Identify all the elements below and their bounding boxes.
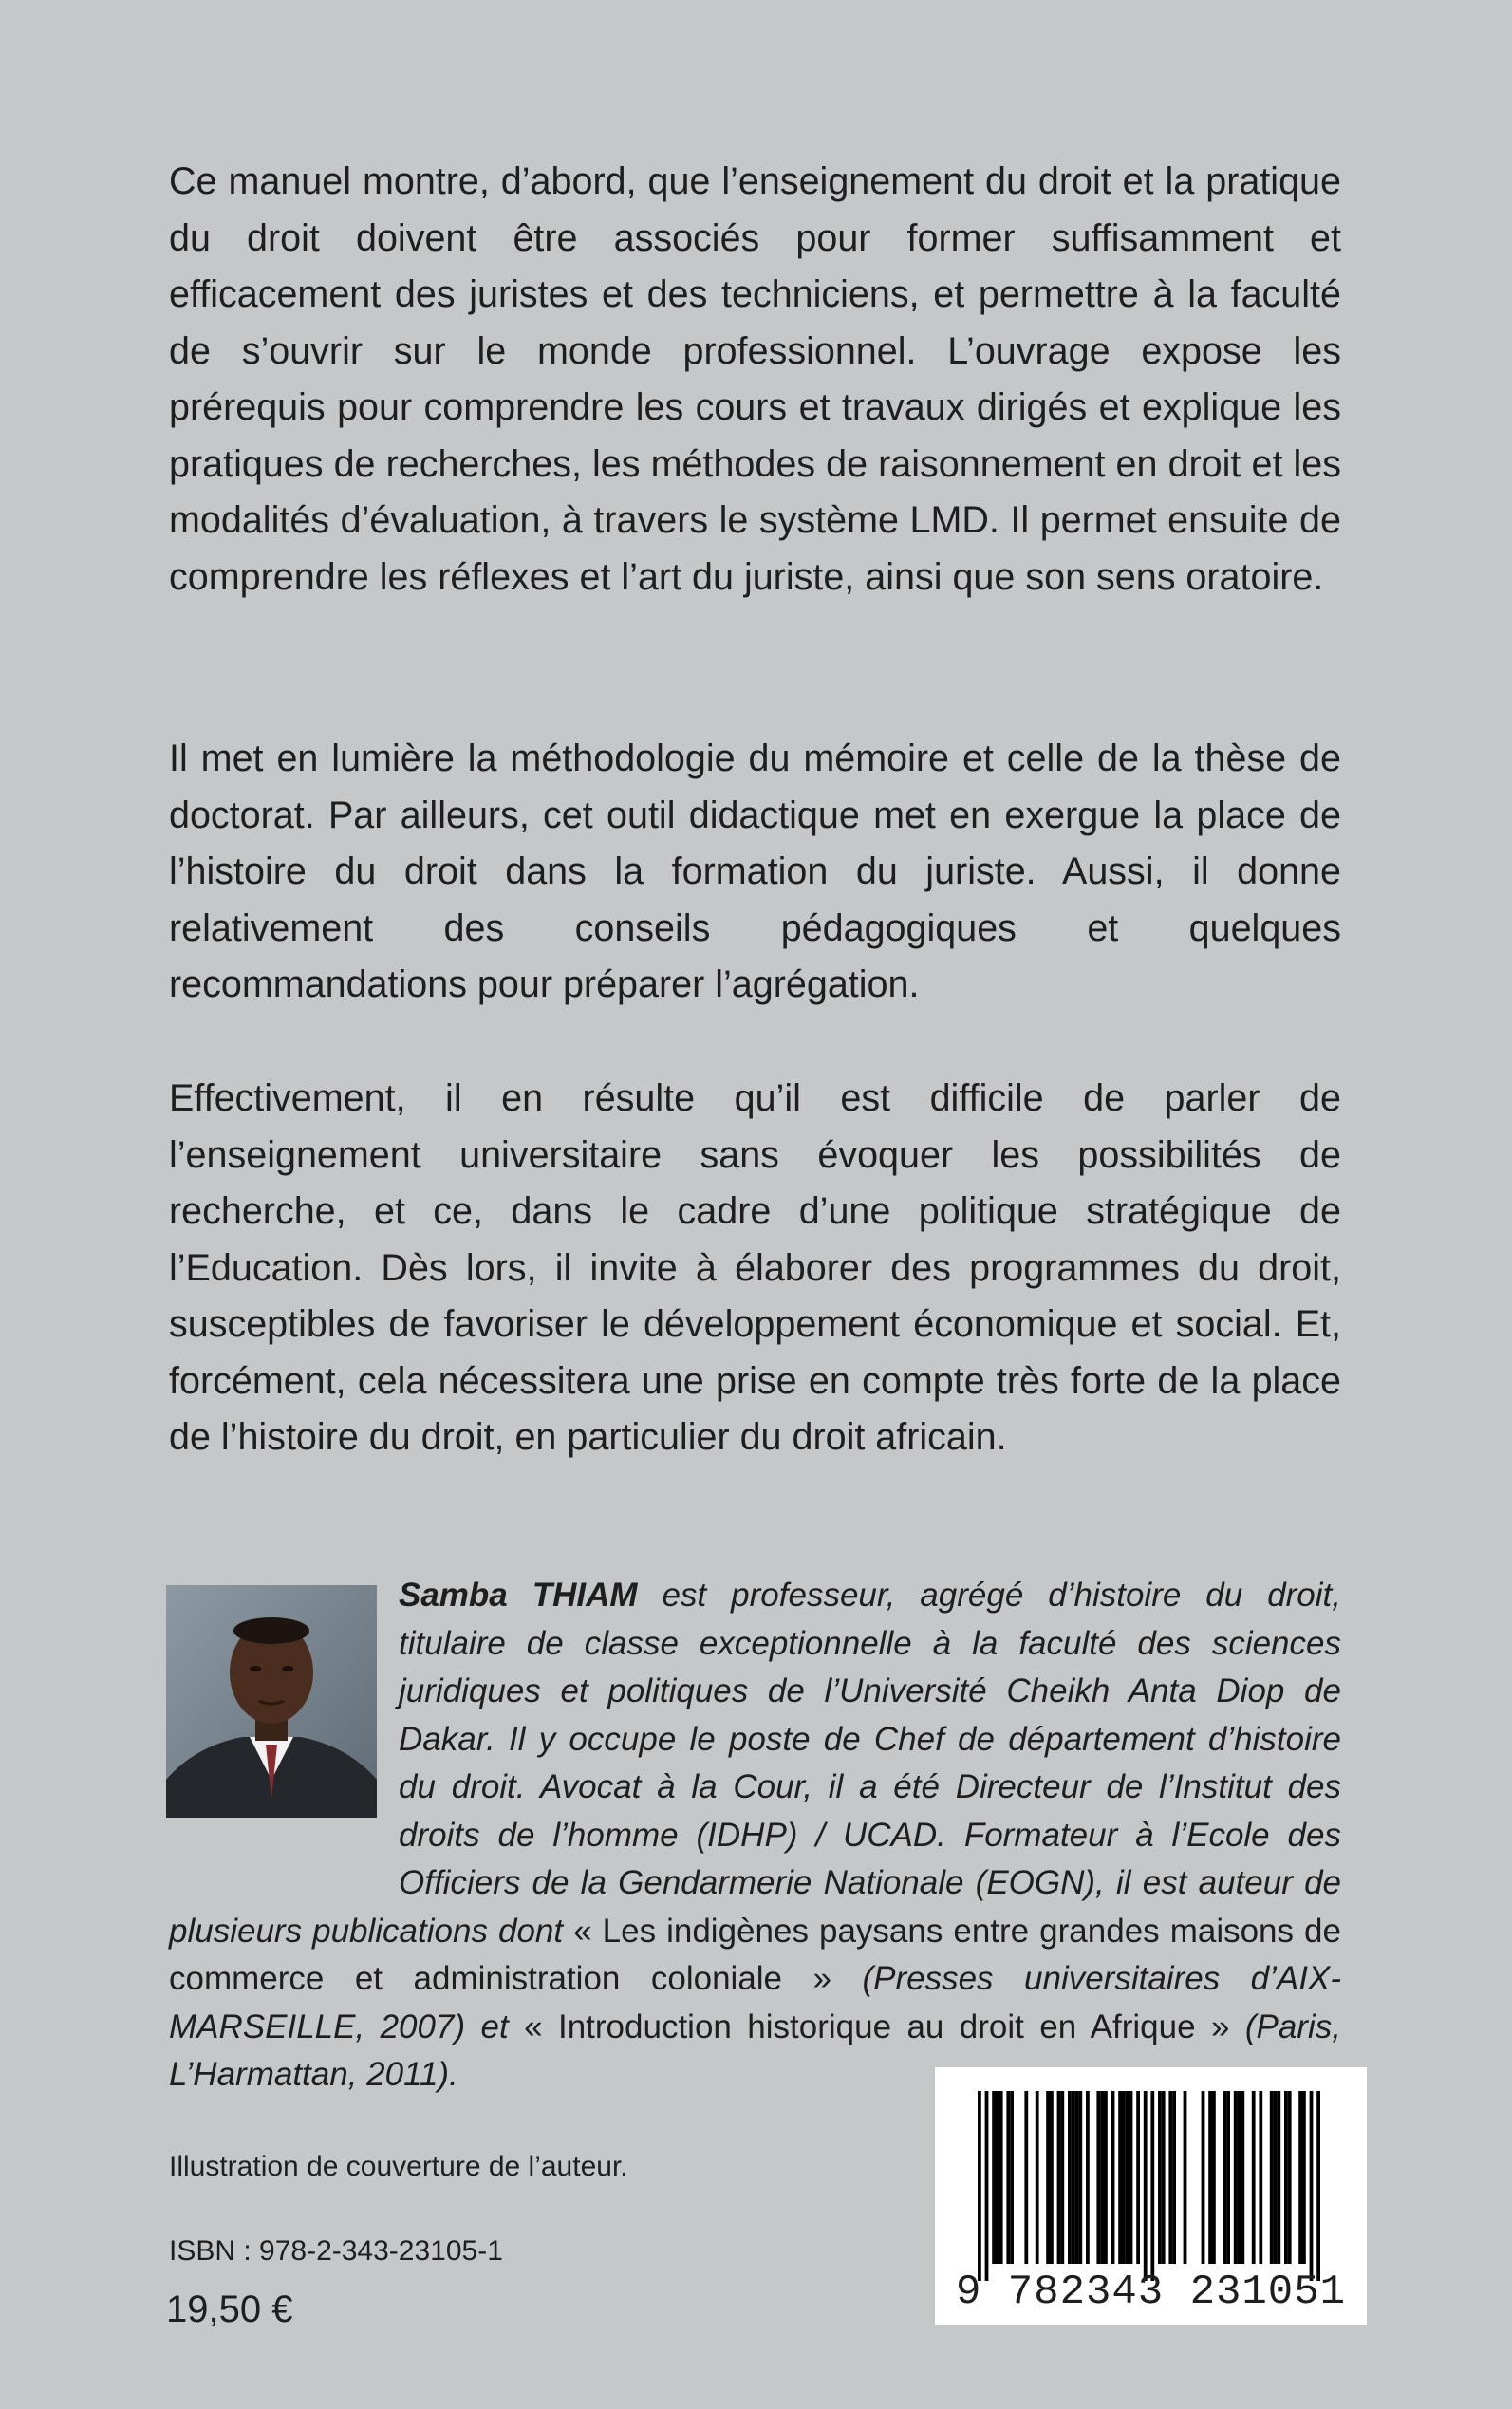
barcode-bar bbox=[1162, 2091, 1166, 2264]
isbn: ISBN : 978-2-343-23105-1 bbox=[169, 2235, 503, 2267]
barcode-bar bbox=[1298, 2091, 1302, 2264]
price: 19,50 € bbox=[166, 2288, 293, 2330]
barcode-bar bbox=[1208, 2091, 1212, 2264]
barcode-bar bbox=[1122, 2091, 1126, 2264]
barcode-bar bbox=[1006, 2091, 1010, 2264]
barcode-digits: 9 782343 231051 bbox=[955, 2269, 1347, 2316]
barcode-bar bbox=[985, 2091, 989, 2281]
author-name: Samba THIAM bbox=[399, 1577, 638, 1614]
barcode-bar bbox=[1096, 2091, 1100, 2264]
barcode-bar bbox=[1072, 2091, 1075, 2264]
barcode-bar bbox=[1010, 2091, 1014, 2264]
barcode-bar bbox=[1172, 2091, 1176, 2264]
description-paragraph-2: Il met en lumière la méthodologie du mémoire et celle de la thèse de doctorat. Par ailleurs, cet outil didactique met en exergue la place de l’histoire du droit dans la formation du juriste. Aussi, il donne relativement des conseils pédagogiques et quelques recommandations pour préparer l’agrégation. bbox=[169, 738, 1341, 1005]
barcode-bar bbox=[1212, 2091, 1216, 2264]
barcode-bar bbox=[1241, 2091, 1244, 2264]
barcode-bar bbox=[1277, 2091, 1280, 2264]
barcode-bar bbox=[1118, 2091, 1122, 2264]
barcode-bar bbox=[1111, 2091, 1115, 2264]
barcode-bar bbox=[1060, 2091, 1064, 2264]
barcode-bar bbox=[1168, 2091, 1172, 2264]
barcode-bar bbox=[1129, 2091, 1133, 2264]
barcode-bar bbox=[1150, 2091, 1154, 2281]
barcode-bar bbox=[1259, 2091, 1262, 2264]
barcode-bar bbox=[1050, 2091, 1054, 2264]
cover-credit: Illustration de couverture de l’auteur. bbox=[169, 2151, 628, 2182]
barcode-bar bbox=[1144, 2091, 1148, 2281]
description-paragraph-3: Effectivement, il en résulte qu’il est difficile de parler de l’enseignement universitaire sans évoquer les possibilités de recherche, et ce, dans le cadre d’une politique stratégique de l’Education. Dès lors, il invite à élaborer des programmes du droit, susceptibles de favoriser le développement économique et social. Et, forcément, cela nécessitera une prise en compte très forte de la place de l’histoire du droit, en particulier du droit africain. bbox=[169, 1077, 1341, 1458]
barcode-bar bbox=[978, 2091, 981, 2281]
barcode bbox=[935, 2067, 1367, 2325]
barcode-bar bbox=[1184, 2091, 1187, 2264]
barcode-bar bbox=[992, 2091, 996, 2264]
barcode-bar bbox=[1288, 2091, 1292, 2264]
barcode-bar bbox=[1223, 2091, 1226, 2264]
barcode-bar bbox=[999, 2091, 1003, 2264]
barcode-bar bbox=[1126, 2091, 1129, 2264]
barcode-bar bbox=[1078, 2091, 1082, 2264]
barcode-bar bbox=[1068, 2091, 1072, 2264]
barcode-bar bbox=[1252, 2091, 1256, 2264]
barcode-bar bbox=[1057, 2091, 1061, 2264]
author-biography bbox=[169, 1572, 1341, 2100]
barcode-bar bbox=[1100, 2091, 1104, 2264]
barcode-bar bbox=[1310, 2091, 1314, 2281]
barcode-bar bbox=[1158, 2091, 1162, 2264]
barcode-bar bbox=[1202, 2091, 1205, 2264]
barcode-bar bbox=[1226, 2091, 1230, 2264]
publication-publisher-1: (Presses universitaires d’AIX-MARSEILLE, 2007) et bbox=[169, 1960, 1341, 2045]
barcode-bar bbox=[1036, 2091, 1039, 2264]
barcode-bar bbox=[996, 2091, 999, 2264]
barcode-bar bbox=[1274, 2091, 1278, 2264]
barcode-bar bbox=[1316, 2091, 1320, 2281]
barcode-bar bbox=[1238, 2091, 1241, 2264]
barcode-bar bbox=[1104, 2091, 1108, 2264]
barcode-bar bbox=[1302, 2091, 1306, 2264]
publication-title-1: « Les indigènes paysans entre grandes maisons de commerce et administration coloniale » bbox=[169, 1912, 1341, 1997]
barcode-bar bbox=[1086, 2091, 1090, 2264]
barcode-bar bbox=[1075, 2091, 1079, 2264]
barcode-bar bbox=[1136, 2091, 1140, 2264]
barcode-bar bbox=[1270, 2091, 1274, 2264]
publication-title-2: « Introduction historique au droit en Afrique » bbox=[524, 2008, 1230, 2045]
description-paragraph-1: Ce manuel montre, d’abord, que l’enseignement du droit et la pratique du droit doivent être associés pour former suffisamment et efficacement des juristes et des techniciens, et permettre à la faculté de s’ouvrir sur le monde professionnel. L’ouvrage expose les prérequis pour comprendre les cours et travaux dirigés et explique les pratiques de recherches, les méthodes de raisonnement en droit et les modalités d’évaluation, à travers le système LMD. Il permet ensuite de comprendre les réflexes et l’art du juriste, ainsi que son sens oratoire. bbox=[169, 160, 1341, 598]
author-bio-text: est professeur, agrégé d’histoire du droit, titulaire de classe exceptionnelle à la faculté des sciences juridiques et politiques de l’Université Cheikh Anta Diop de Dakar. Il y occupe le poste de Chef de département d’histoire du droit. Avocat à la Cour, il a été Directeur de l’Institut des droits de l’homme (IDHP) / UCAD. Formateur à l’Ecole des Officiers de la Gendarmerie Nationale (EOGN), il est auteur de plusieurs publications dont bbox=[169, 1577, 1342, 1950]
barcode-bar bbox=[1024, 2091, 1028, 2264]
barcode-bar bbox=[1234, 2091, 1238, 2264]
publication-publisher-2: (Paris, L’Harmattan, 2011). bbox=[169, 2008, 1341, 2093]
barcode-bar bbox=[1046, 2091, 1050, 2264]
barcode-bar bbox=[1284, 2091, 1288, 2264]
